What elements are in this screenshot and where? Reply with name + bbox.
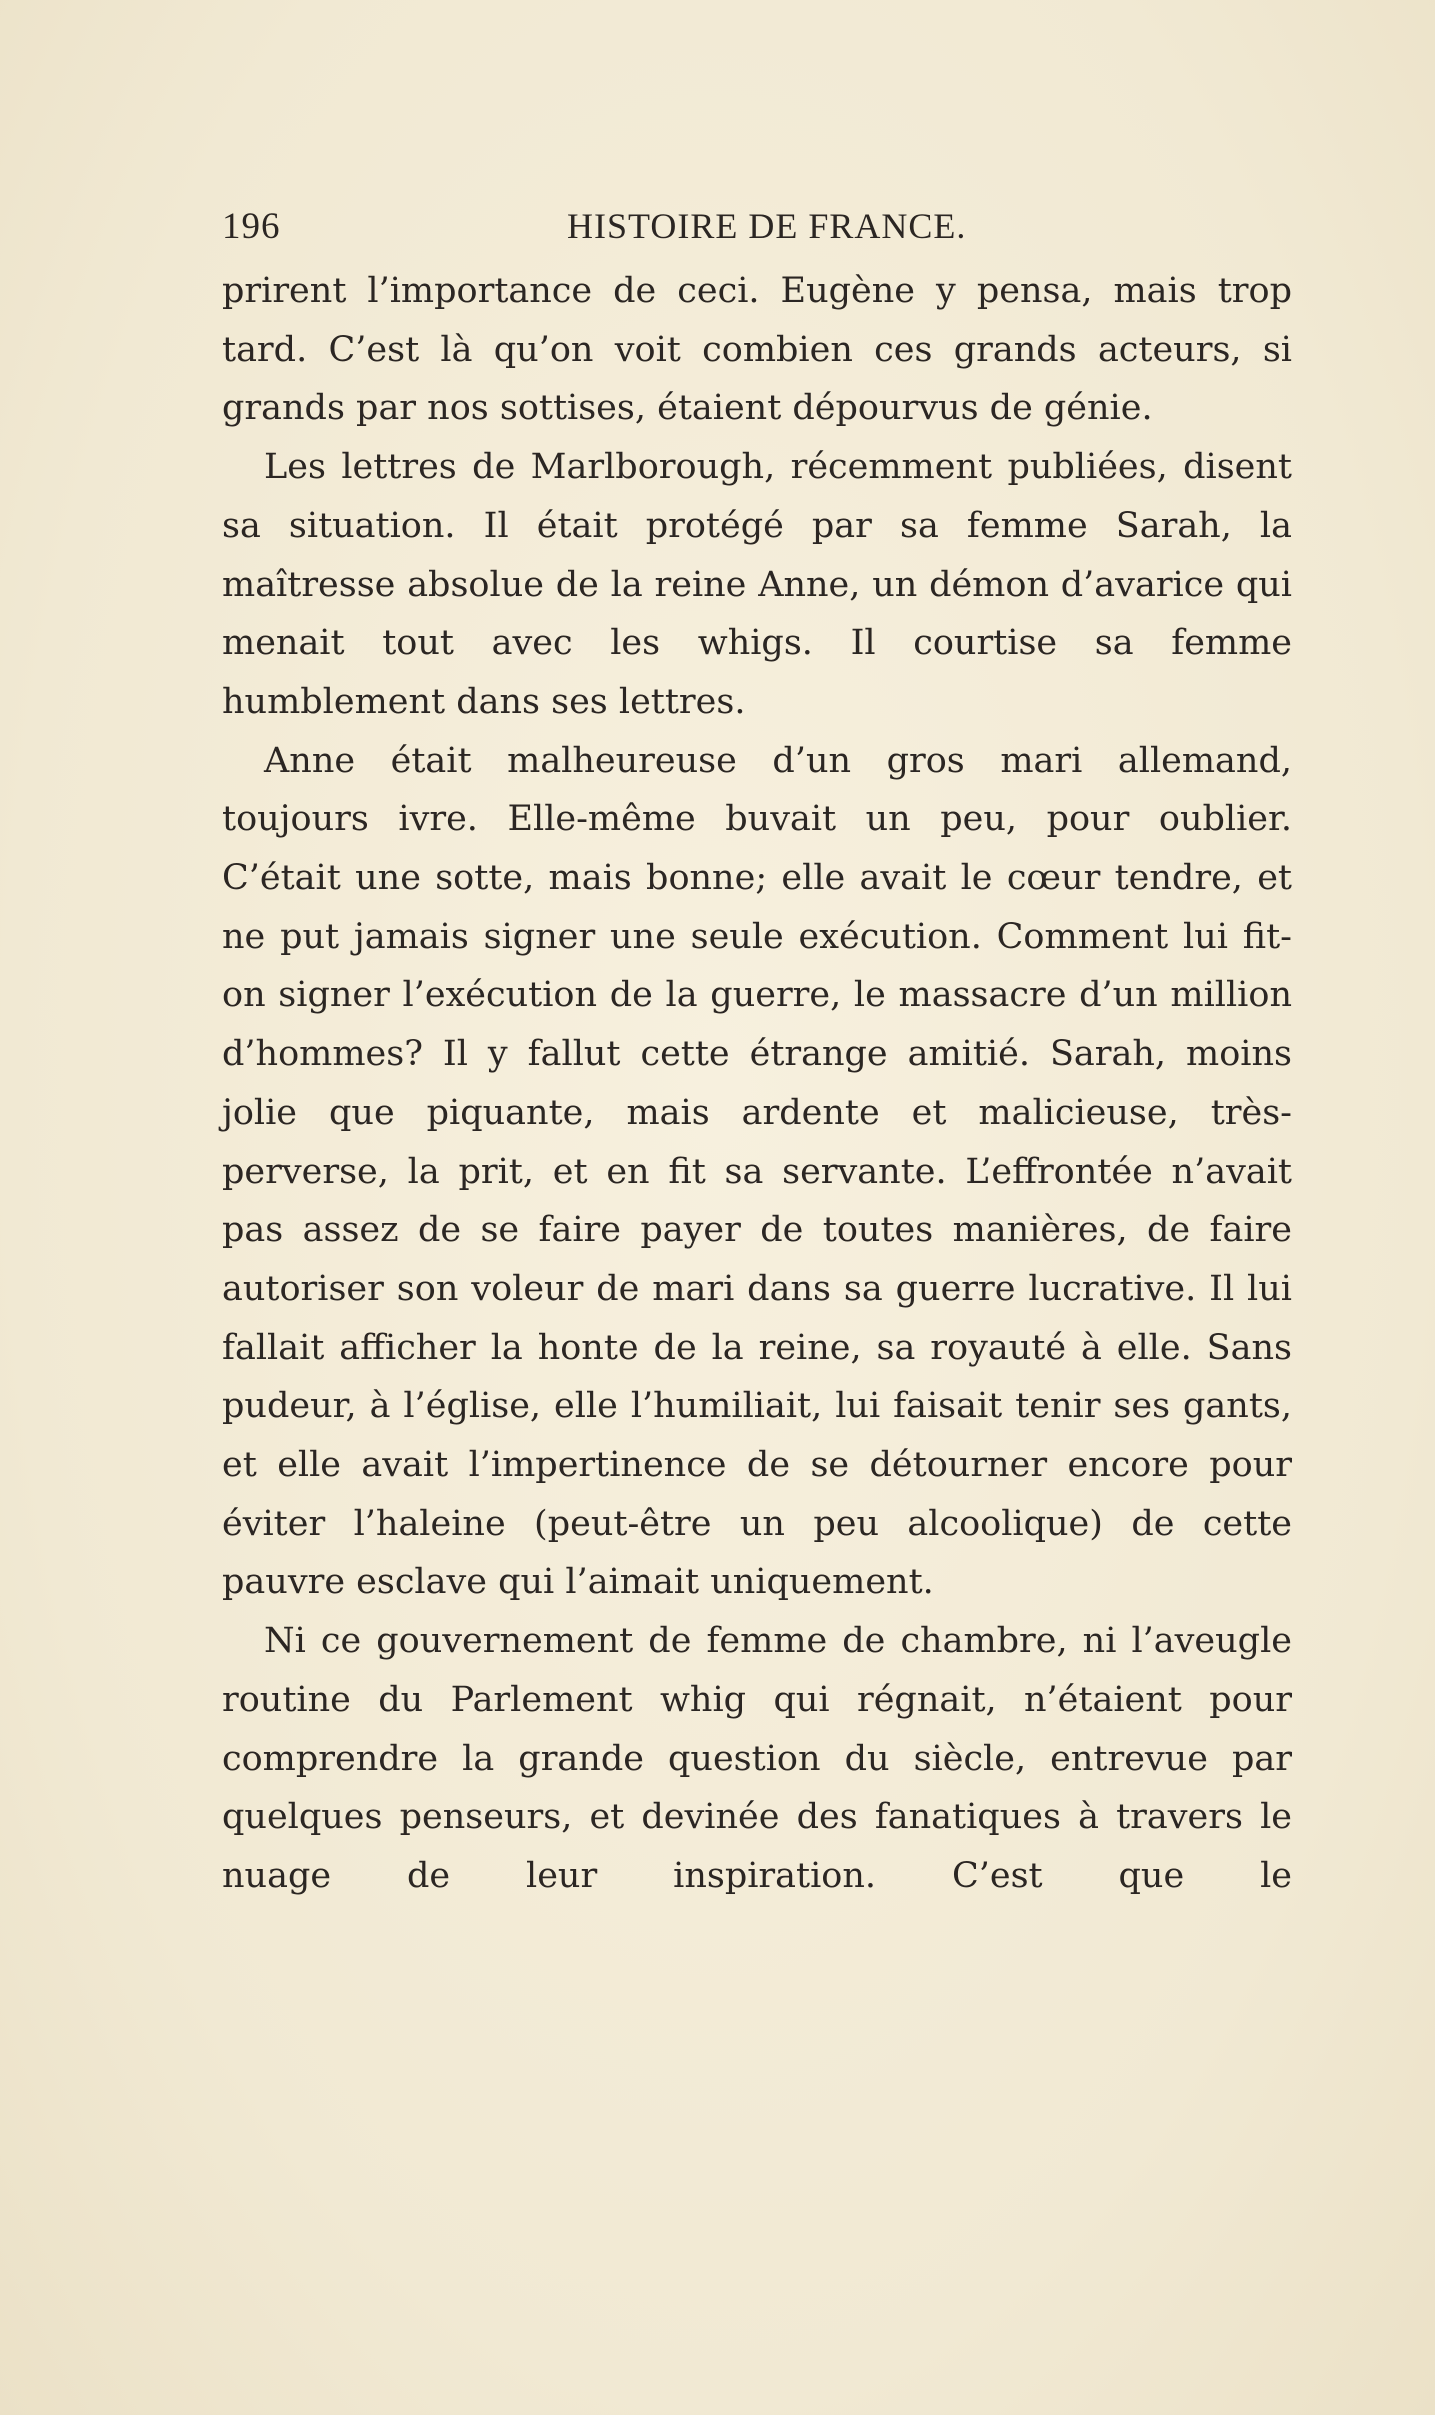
paragraph: Les lettres de Marlborough, récemment publiées, disent sa situation. Il était protégé par sa femme Sarah, la maîtresse absolue de la reine Anne, un démon d’avarice qui menait tout avec les whigs. Il courtise sa femme humblement dans ses lettres. — [222, 447, 1292, 722]
paragraph: prirent l’importance de ceci. Eugène y pensa, mais trop tard. C’est là qu’on voit combien ces grands acteurs, si grands par nos sottises, étaient dépourvus de génie. — [222, 271, 1292, 429]
running-head: HISTOIRE DE FRANCE. — [567, 206, 967, 246]
page-header — [222, 205, 1292, 255]
body-text — [222, 262, 1292, 1906]
page-number: 196 — [222, 206, 281, 247]
paragraph: Ni ce gouvernement de femme de chambre, ni l’aveugle routine du Parlement whig qui régnait, n’étaient pour comprendre la grande question du siècle, entrevue par quelques penseurs, et devinée des fanatiques à travers le nuage de leur inspiration. C’est que le — [222, 1621, 1292, 1896]
paragraph: Anne était malheureuse d’un gros mari allemand, toujours ivre. Elle-même buvait un peu, pour oublier. C’était une sotte, mais bonne; elle avait le cœur tendre, et ne put jamais signer une seule exécution. Comment lui fit-on signer l’exécution de la guerre, le massacre d’un million d’hommes? Il y fallut cette étrange amitié. Sarah, moins jolie que piquante, mais ardente et malicieuse, très-perverse, la prit, et en fit sa servante. L’effrontée n’avait pas assez de se faire payer de toutes manières, de faire autoriser son voleur de mari dans sa guerre lucrative. Il lui fallait afficher la honte de la reine, sa royauté à elle. Sans pudeur, à l’église, elle l’humiliait, lui faisait tenir ses gants, et elle avait l’impertinence de se détourner encore pour éviter l’haleine (peut-être un peu alcoolique) de cette pauvre esclave qui l’aimait uniquement. — [222, 740, 1292, 1603]
